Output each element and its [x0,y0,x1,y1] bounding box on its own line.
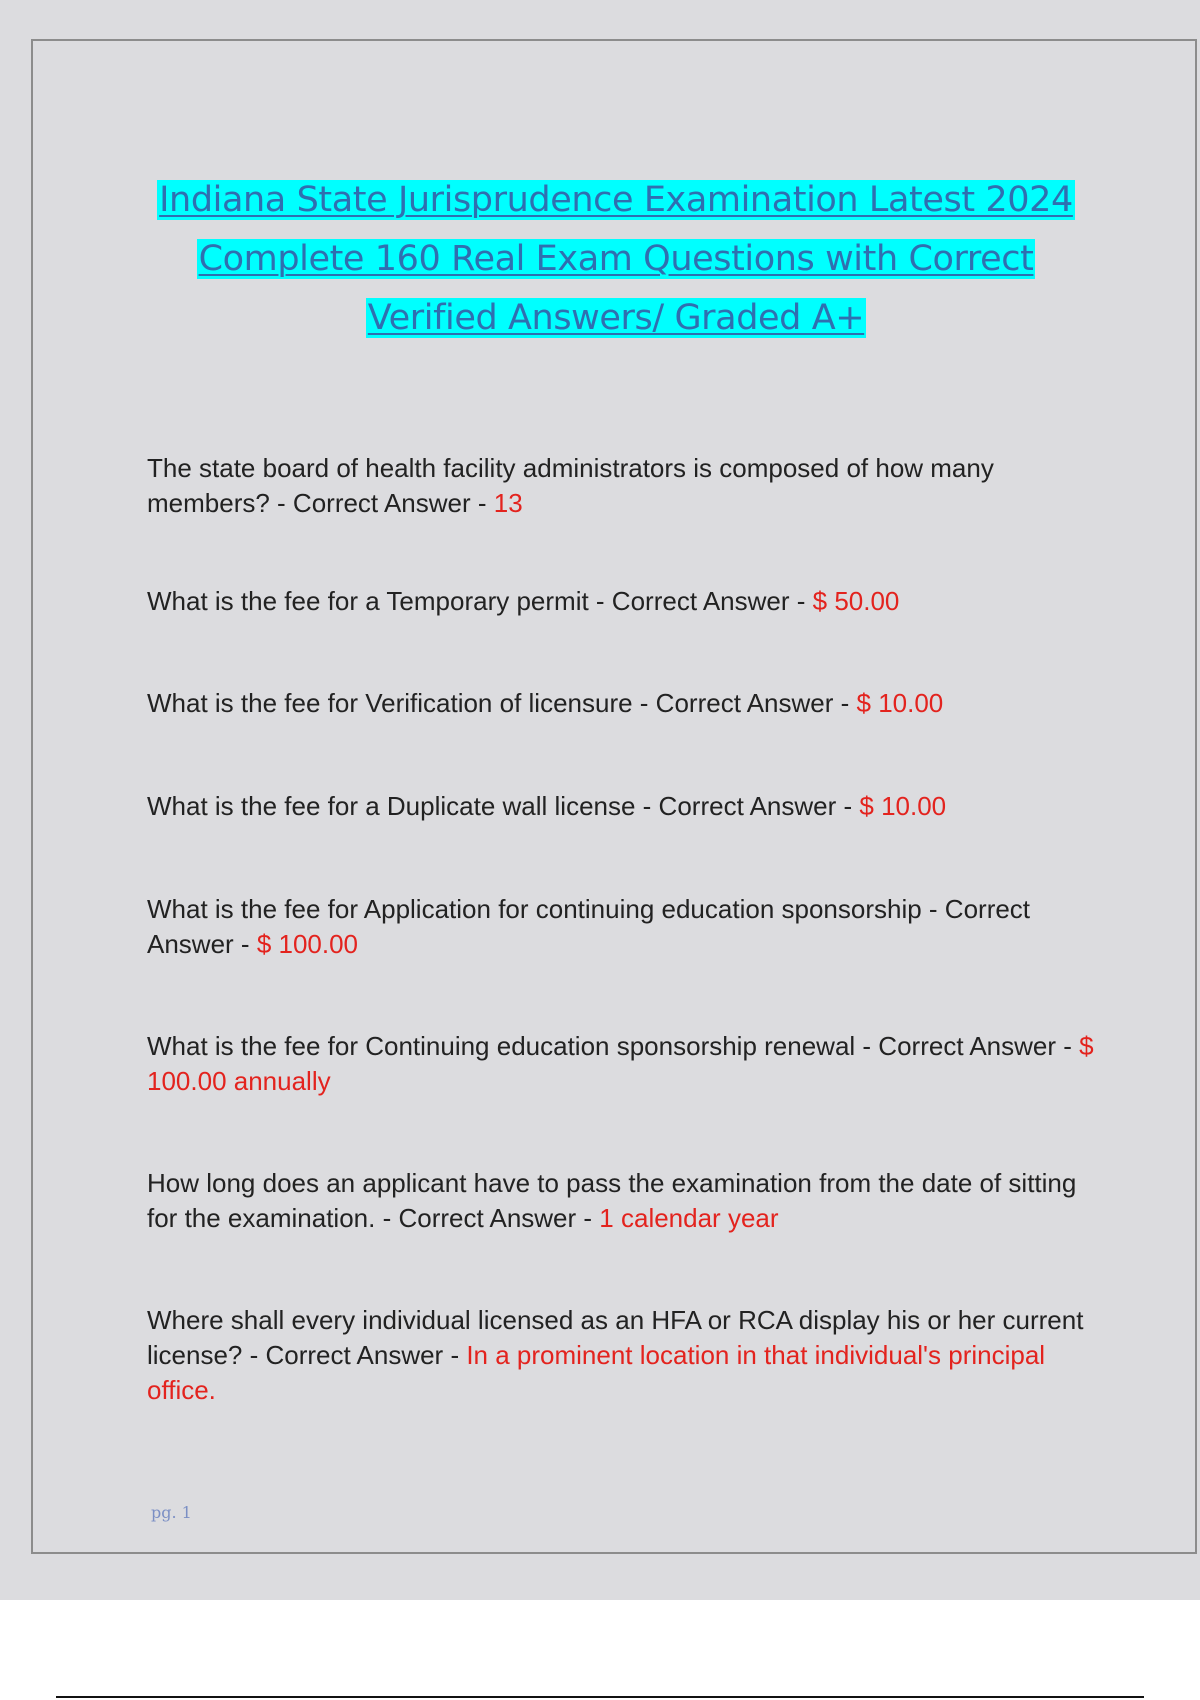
answer-text: In a prominent location in that individual's principal office. [147,1340,1046,1405]
qa-item [147,1166,1107,1236]
title-line-text: Verified Answers/ Graded A+ [367,298,865,338]
qa-item [147,1303,1107,1408]
next-page-top-rule [56,1696,1144,1698]
document-page [31,39,1197,1554]
answer-text: 13 [493,488,523,518]
question-text: Where shall every individual licensed as an HFA or RCA display his or her current license? - Correct Answer - [147,1305,1084,1370]
question-text: What is the fee for Continuing education sponsorship renewal - Correct Answer - [147,1031,1080,1061]
qa-item [147,451,1107,521]
question-text: What is the fee for Application for continuing education sponsorship - Correct Answer - [147,894,1031,959]
title-line-text: Complete 160 Real Exam Questions with Correct [198,239,1034,279]
question-text: What is the fee for Verification of licensure - Correct Answer - [147,688,857,718]
page-number: pg. 1 [151,1503,192,1522]
qa-item [147,686,1107,721]
answer-text: $ 10.00 [856,688,944,718]
answer-text: $ 100.00 [256,929,359,959]
question-text: How long does an applicant have to pass the examination from the date of sitting for the examination. - Correct Answer - [147,1168,1077,1233]
answer-text: $ 100.00 annually [147,1031,1094,1096]
answer-text: $ 50.00 [812,586,900,616]
title-line [33,171,1199,230]
question-text: The state board of health facility administrators is composed of how many members? - Correct Answer - [147,453,994,518]
question-text: What is the fee for a Temporary permit - Correct Answer - [147,586,813,616]
title-line-text: Indiana State Jurisprudence Examination Latest 2024 [159,180,1073,220]
document-title [33,171,1199,348]
qa-item [147,789,1107,824]
title-line [33,289,1199,348]
qa-item [147,892,1107,962]
title-line [33,230,1199,289]
answer-text: $ 10.00 [859,791,947,821]
answer-text: 1 calendar year [599,1203,779,1233]
qa-item [147,1029,1107,1099]
qa-item [147,584,1107,619]
question-text: What is the fee for a Duplicate wall license - Correct Answer - [147,791,860,821]
